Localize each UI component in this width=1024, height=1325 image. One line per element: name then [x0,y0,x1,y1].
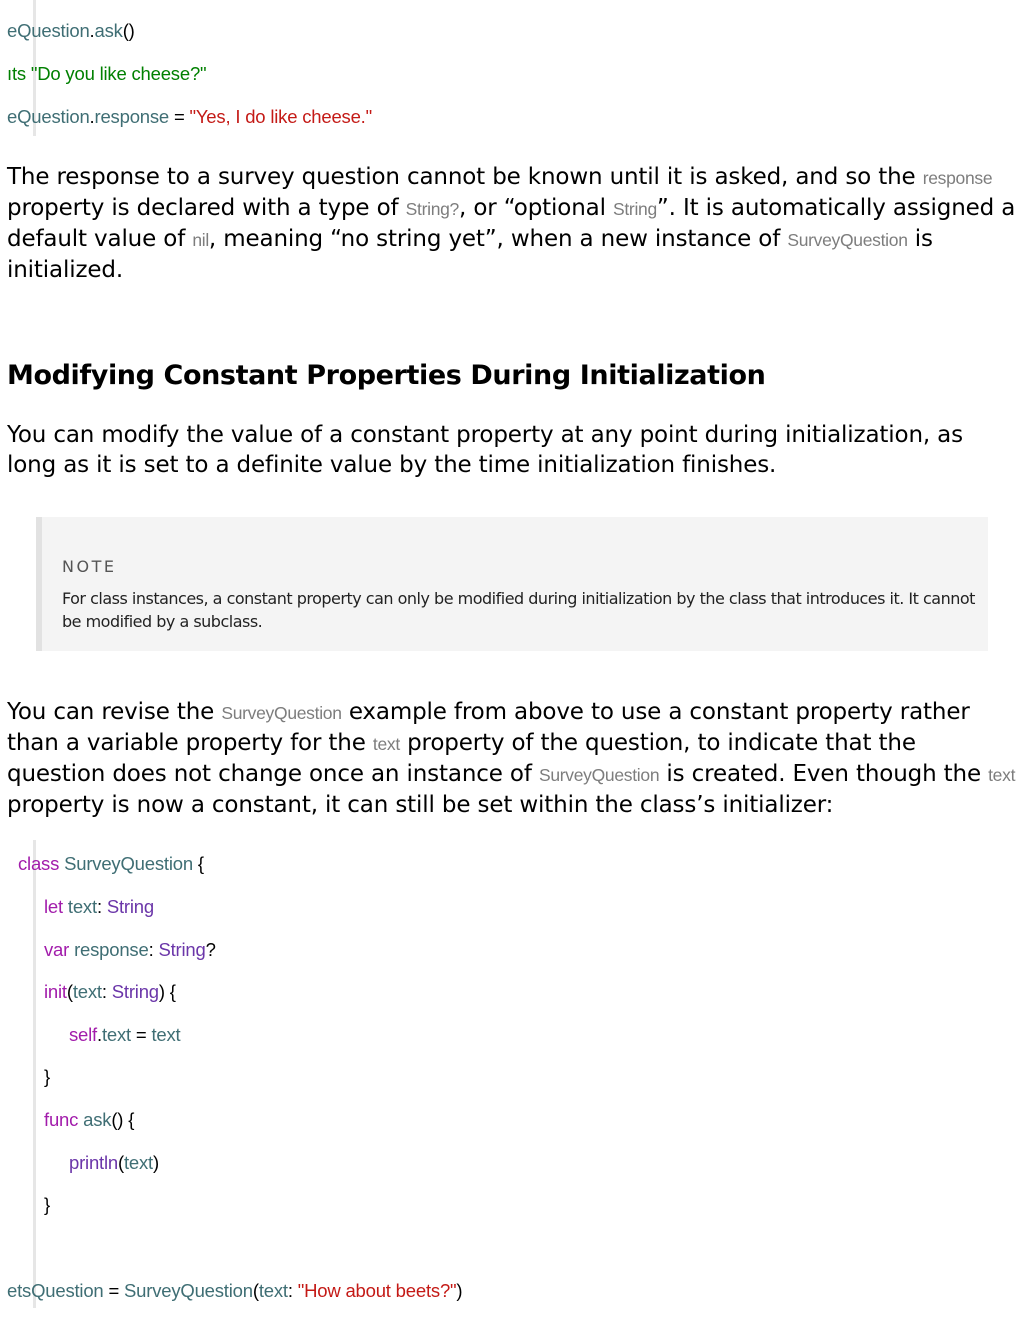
code-token: response [94,106,170,127]
code-token: = [130,1024,152,1045]
code-token: : [101,981,112,1002]
code-line [44,1194,50,1216]
code-line [44,981,176,1003]
code-line [44,1109,134,1131]
inline-code: SurveyQuestion [787,230,908,250]
code-line [44,939,216,961]
inline-code: SurveyQuestion [221,703,342,723]
code-token: text [67,896,97,917]
code-line [7,1280,462,1302]
note-body: For class instances, a constant property can only be modified during initialization by the class that introduces it. It cannot be modified by a subclass. [62,589,975,631]
code-line [7,63,206,85]
code-token: "How about beets?" [297,1280,457,1301]
code-token: . [89,106,95,127]
code-token: ask [94,20,123,41]
code-line [7,106,372,128]
code-token: } [44,1194,50,1215]
code-line [69,1152,159,1174]
code-token: class [18,853,60,874]
code-token: ( [118,1152,124,1173]
inline-code: nil [192,230,209,250]
code-line [44,1066,50,1088]
paragraph-response-optional: The response to a survey question cannot be known until it is asked, and so the response property is declared with a type of String?, or “optional String”. It is automatically assigned a default value of nil, meaning “no string yet”, when a new instance of SurveyQuestion is initialized. [7,164,1016,283]
code-token: } [44,1066,50,1087]
code-token: SurveyQuestion [124,1280,253,1301]
code-token: etsQuestion [7,1280,104,1301]
note-title: NOTE [62,557,117,576]
paragraph-revise-example: You can revise the SurveyQuestion example from above to use a constant property rather than a variable property for the text property of the question, to indicate that the question does not change once an instance of SurveyQuestion is created. Even though the text property is now a constant, it can still be set within the class’s initializer: [7,699,1016,818]
code-token: text [101,1024,131,1045]
code-token: self [69,1024,97,1045]
code-token: "Yes, I do like cheese." [189,106,372,127]
code-token: : [148,939,159,960]
code-token: () { [111,1109,135,1130]
code-token: . [89,20,95,41]
code-block-marker [33,840,36,1308]
inline-code: response [922,168,993,188]
code-token: println [69,1152,118,1173]
code-token: ) [456,1280,463,1301]
code-line [69,1024,181,1046]
code-token: String [111,981,159,1002]
code-token: String [106,896,154,917]
code-token: String [158,939,206,960]
code-token: response [74,939,149,960]
code-token: ( [252,1280,259,1301]
code-token: eQuestion [7,106,90,127]
code-token: : [287,1280,298,1301]
code-token: SurveyQuestion [64,853,193,874]
code-token: ask [83,1109,112,1130]
code-line [7,20,135,42]
section-heading: Modifying Constant Properties During Initialization [7,360,766,391]
code-token: { [192,853,204,874]
code-token: = [103,1280,125,1301]
inline-code: String? [405,199,459,219]
code-line [44,896,154,918]
inline-code: String [612,199,657,219]
code-token: text [72,981,102,1002]
code-token: init [44,981,67,1002]
code-token: ) { [158,981,176,1002]
code-token: var [44,939,70,960]
code-token: eQuestion [7,20,90,41]
code-token: text [123,1152,153,1173]
code-token: text [151,1024,181,1045]
code-line [18,853,204,875]
inline-code: text [988,765,1016,785]
code-token: : [96,896,107,917]
code-token: . [97,1024,102,1045]
paragraph-modify-constant: You can modify the value of a constant property at any point during initialization, as long as it is set to a definite value by the time initialization finishes. [7,422,963,478]
code-token: text [258,1280,288,1301]
code-token: () [122,20,135,41]
code-token: ? [205,939,216,960]
inline-code: SurveyQuestion [538,765,660,785]
inline-code: text [372,734,400,754]
code-token: = [169,106,190,127]
code-token: ( [66,981,73,1002]
code-token: ) [153,1152,159,1173]
code-token: let [44,896,63,917]
code-token: ıts "Do you like cheese?" [7,63,207,84]
code-token: func [44,1109,79,1130]
note-box [36,517,988,651]
